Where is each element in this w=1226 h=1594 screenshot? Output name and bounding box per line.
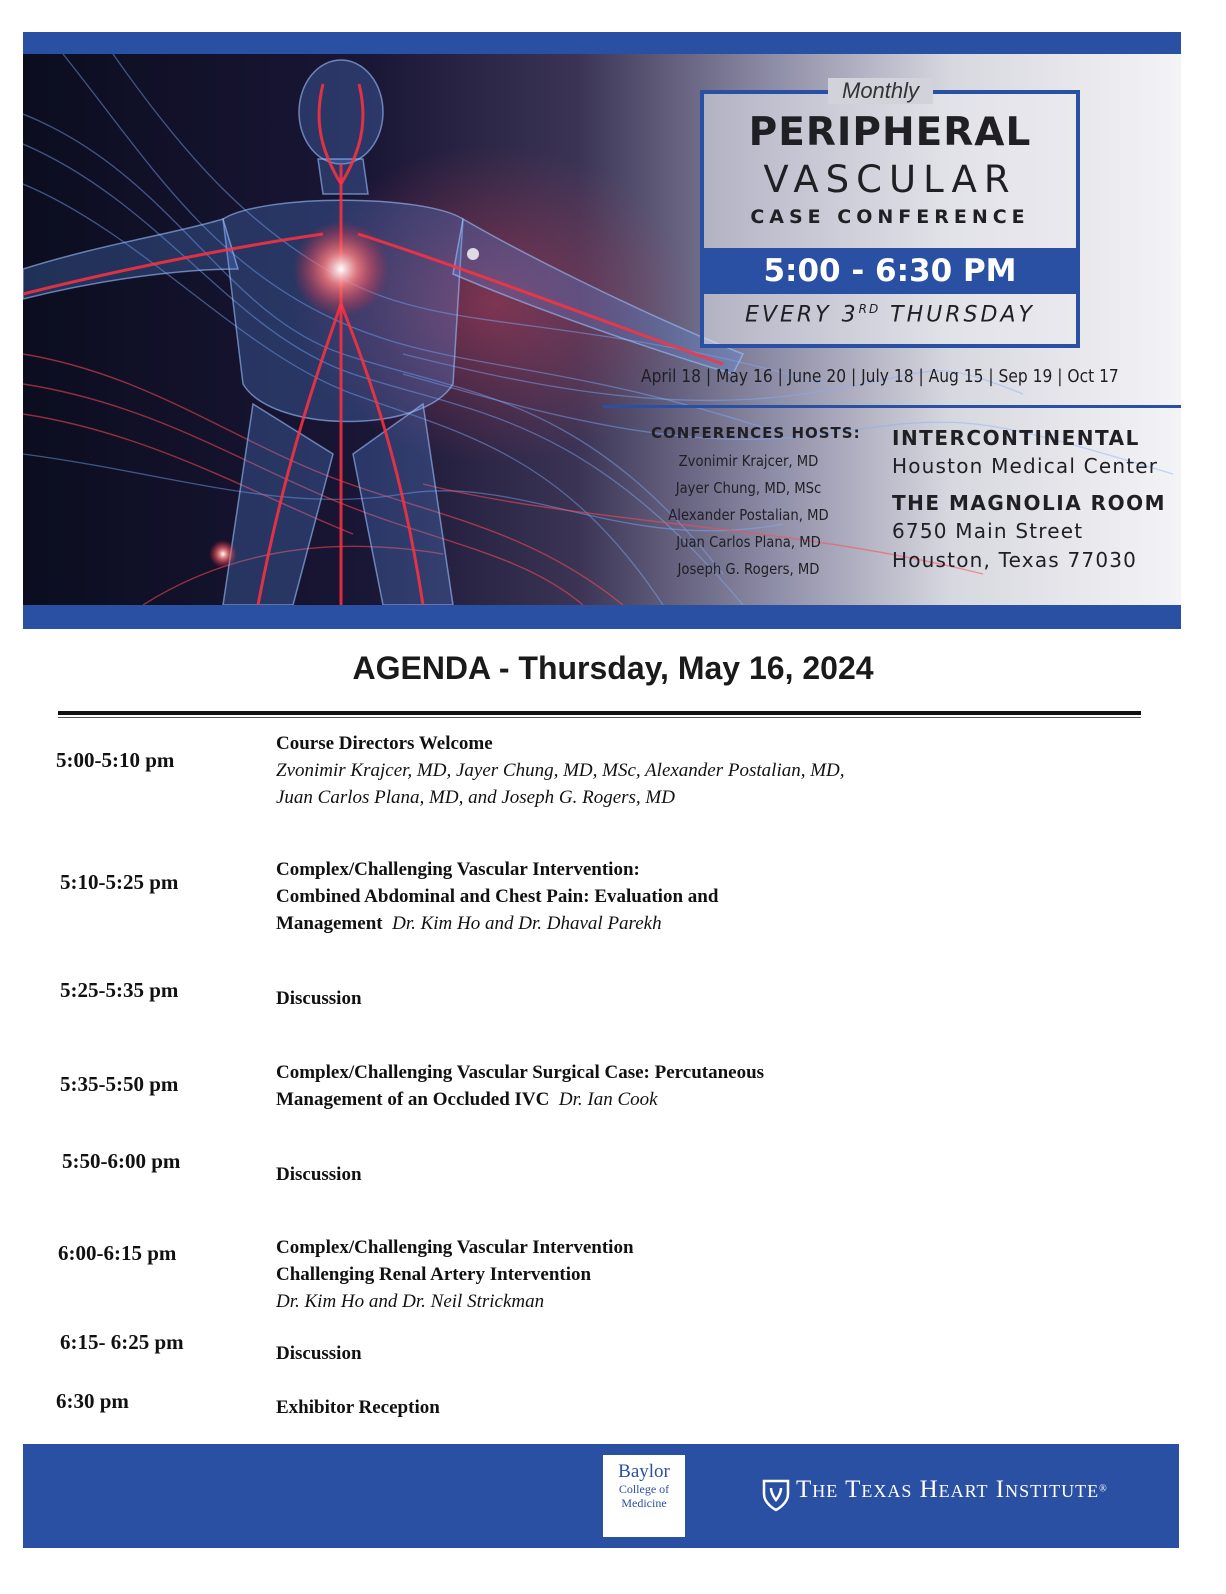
hosts-title: CONFERENCES HOSTS:	[651, 424, 861, 442]
heart-shield-icon	[762, 1478, 790, 1512]
agenda-time: 6:15- 6:25 pm	[60, 1330, 184, 1354]
agenda-title: AGENDA - Thursday, May 16, 2024	[352, 650, 874, 686]
conference-title-box	[700, 78, 1078, 346]
top-blue-band	[23, 32, 1181, 54]
agenda-item: Complex/Challenging Vascular Intervention: Combined Abdominal and Chest Pain: Evaluation and Management Dr. Kim Ho and Dr. Dhaval Parekh	[276, 859, 719, 934]
agenda-time: 5:10-5:25 pm	[60, 870, 179, 894]
agenda-divider-thin	[58, 717, 1141, 718]
agenda-time: 6:30 pm	[56, 1389, 129, 1413]
agenda-item: Discussion	[276, 988, 362, 1009]
venue-room: THE MAGNOLIA ROOM	[892, 491, 1166, 515]
venue-street: 6750 Main Street	[892, 519, 1084, 543]
agenda-item: Complex/Challenging Vascular Intervention Challenging Renal Artery Intervention Dr. Kim Ho and Dr. Neil Strickman	[276, 1237, 634, 1312]
agenda-time: 5:25-5:35 pm	[60, 978, 179, 1002]
agenda-item: Discussion	[276, 1164, 362, 1185]
agenda-time: 5:00-5:10 pm	[56, 748, 175, 772]
dates-divider	[603, 405, 1181, 408]
venue-city: Houston, Texas 77030	[892, 548, 1138, 572]
agenda-time: 6:00-6:15 pm	[58, 1241, 177, 1265]
middle-blue-band	[23, 605, 1181, 629]
agenda-item: Discussion	[276, 1343, 362, 1364]
host-name: Juan Carlos Plana, MD	[676, 533, 821, 551]
host-name: Joseph G. Rogers, MD	[677, 560, 820, 578]
conference-dates: April 18 | May 16 | June 20 | July 18 | Aug 15 | Sep 19 | Oct 17	[641, 366, 1119, 387]
venue-info	[892, 424, 1166, 575]
title-case-conference: CASE CONFERENCE	[750, 206, 1030, 228]
conference-hosts	[651, 424, 861, 583]
agenda-item: Exhibitor Reception	[276, 1397, 440, 1418]
title-peripheral: PERIPHERAL	[748, 110, 1032, 155]
conference-time: 5:00 - 6:30 PM	[700, 248, 1080, 294]
agenda-item: Course Directors Welcome Zvonimir Krajcer, MD, Jayer Chung, MD, MSc, Alexander Postalian, MD, Juan Carlos Plana, MD, and Joseph G. Rogers, MD	[276, 733, 845, 808]
agenda-item: Complex/Challenging Vascular Surgical Case: Percutaneous Management of an Occluded IVC Dr. Ian Cook	[276, 1062, 765, 1110]
agenda-divider	[58, 711, 1141, 715]
texas-heart-institute-logo: The Texas Heart Institute®	[762, 1478, 1108, 1512]
host-name: Alexander Postalian, MD	[668, 506, 829, 524]
baylor-logo: Baylor College of Medicine	[603, 1455, 685, 1537]
agenda-time: 5:50-6:00 pm	[62, 1149, 181, 1173]
monthly-label: Monthly	[828, 78, 933, 104]
title-vascular: VASCULAR	[763, 158, 1017, 201]
venue-hotel: INTERCONTINENTAL	[892, 426, 1140, 450]
venue-hotel-sub: Houston Medical Center	[892, 454, 1159, 478]
hero-banner	[23, 54, 1181, 605]
host-name: Jayer Chung, MD, MSc	[675, 479, 822, 497]
every-third-thursday: EVERY 3RD THURSDAY	[745, 302, 1035, 328]
host-name: Zvonimir Krajcer, MD	[678, 452, 819, 470]
agenda-time: 5:35-5:50 pm	[60, 1072, 179, 1096]
